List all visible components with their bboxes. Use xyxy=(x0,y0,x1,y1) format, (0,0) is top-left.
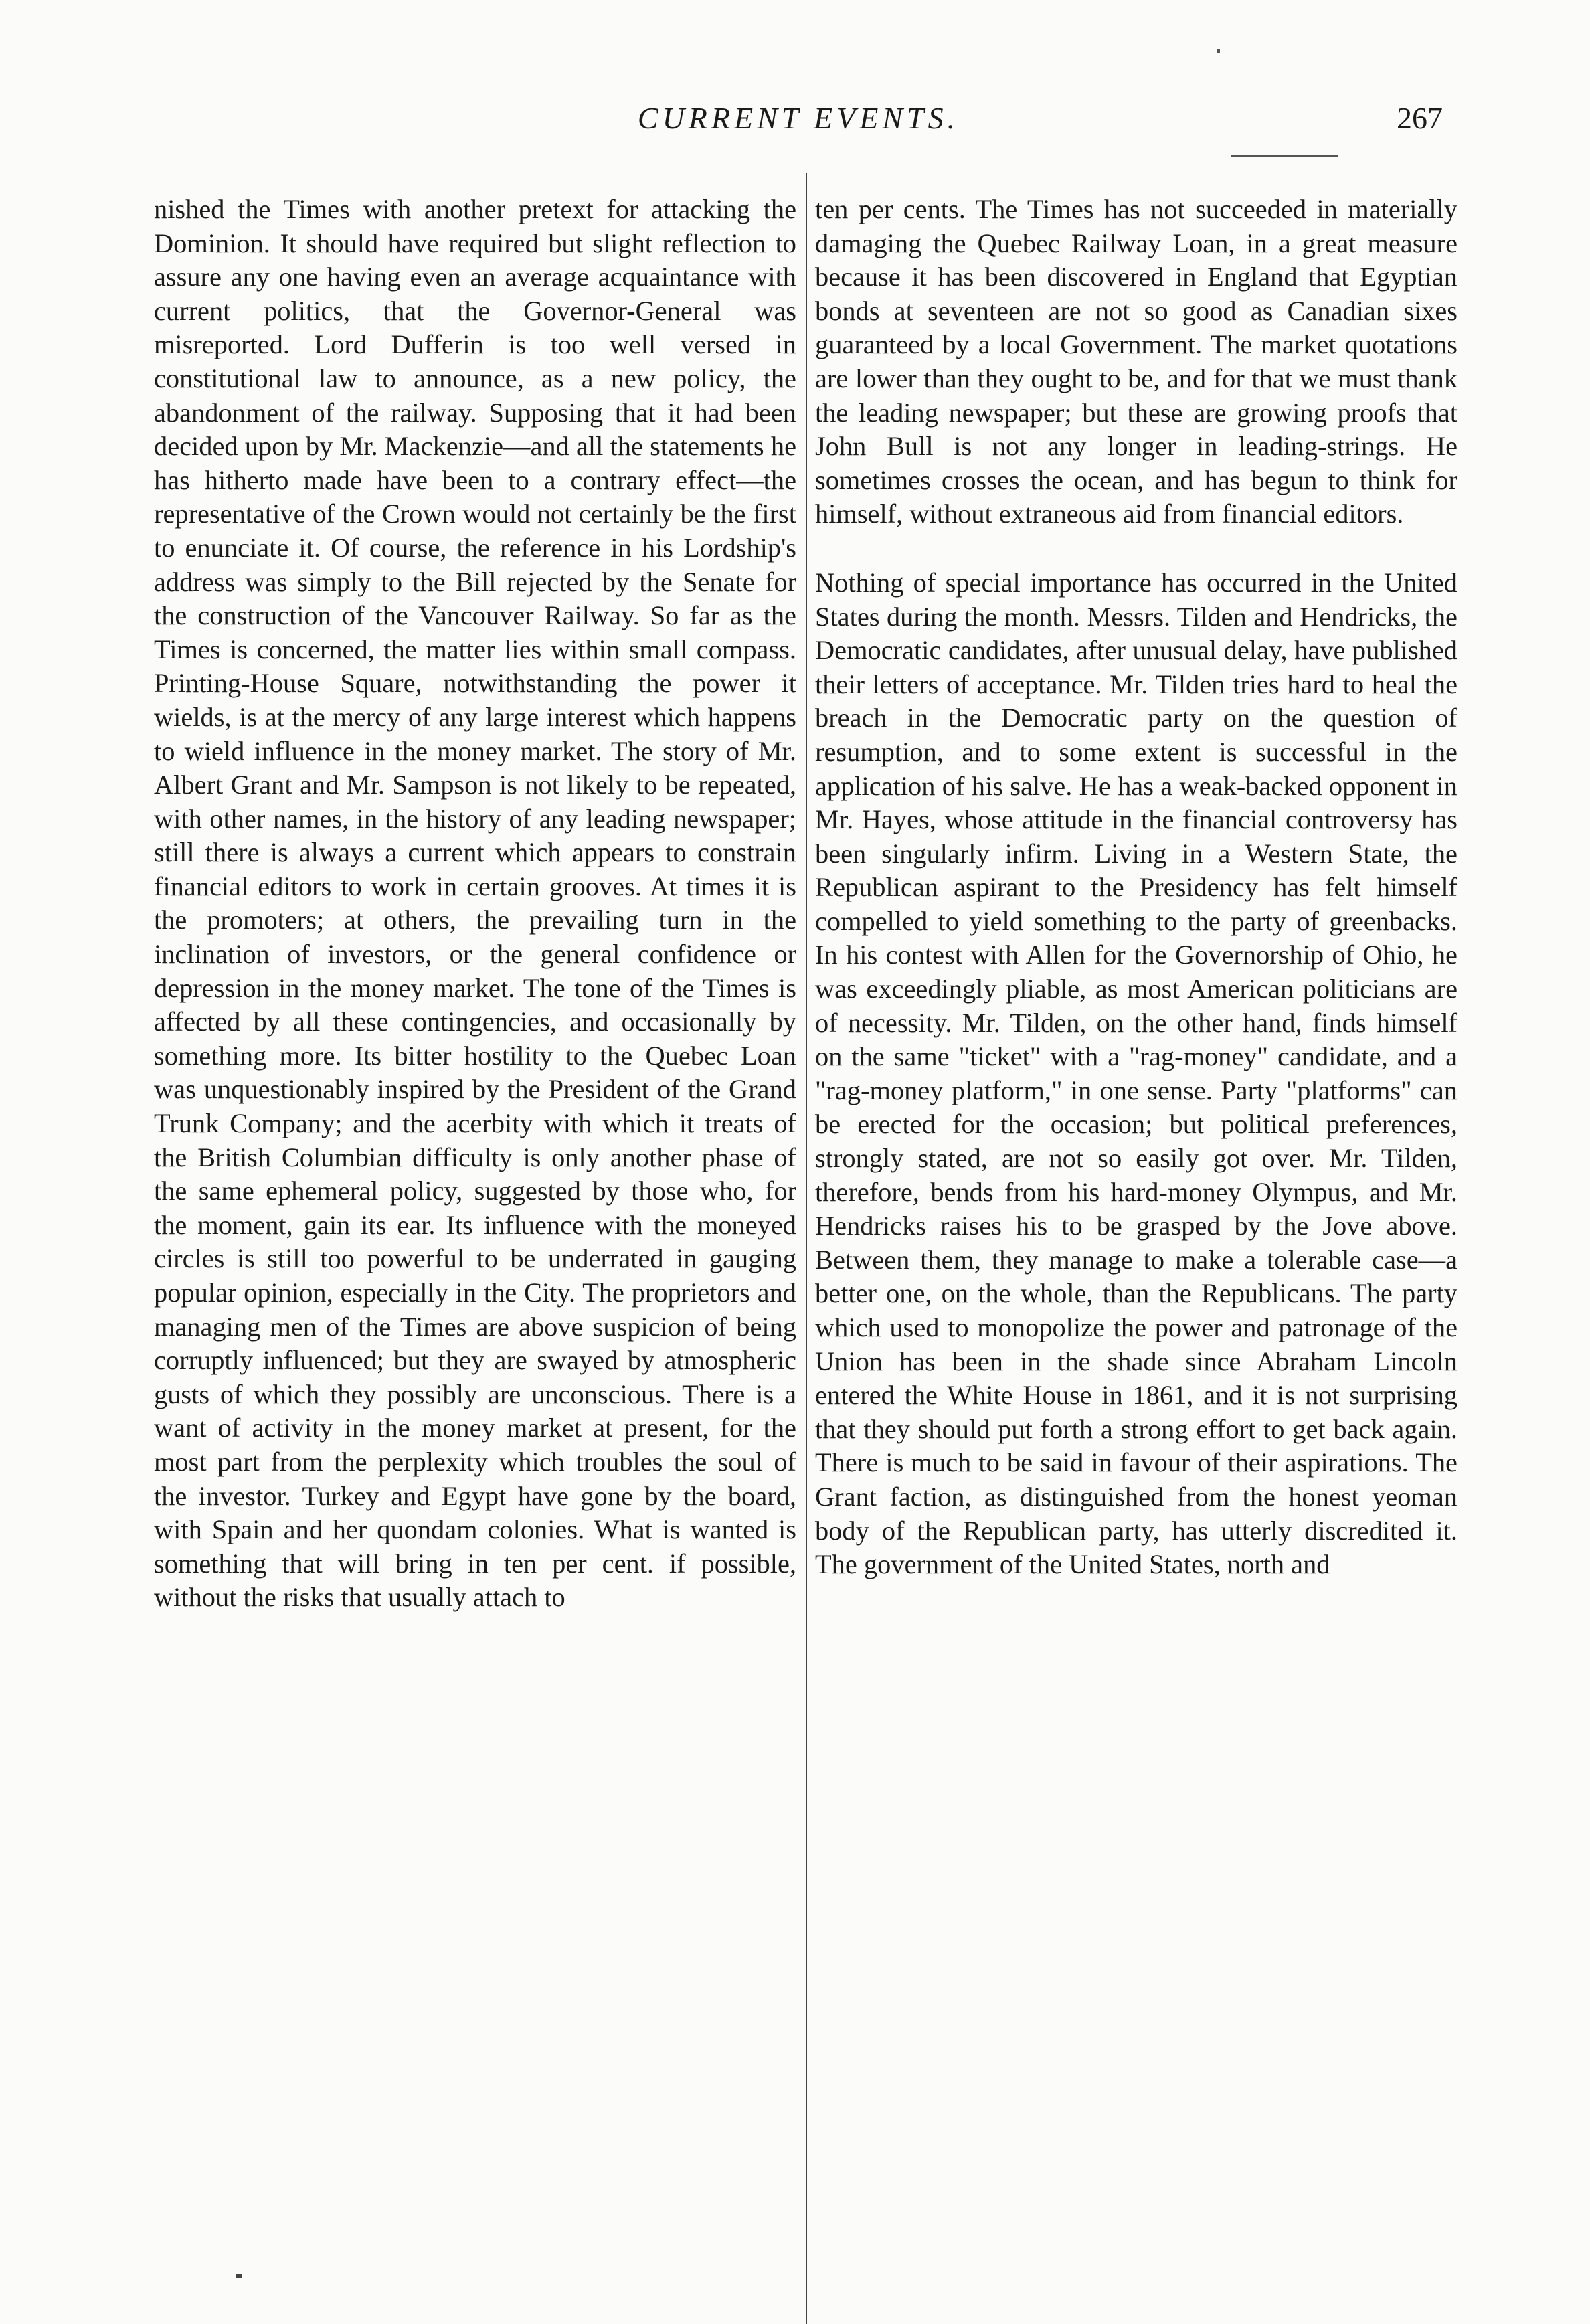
header-rule xyxy=(1231,155,1338,157)
printer-mark xyxy=(236,2274,242,2278)
right-column xyxy=(815,193,1458,1582)
paragraph: nished the Times with another pretext for attacking the Dominion. It should have required but slight reflection to assure any one having even an average acquaintance with current politics, that the Governor-General was misreported. Lord Dufferin is too well versed in constitutional law to announce, as a new policy, the abandonment of the railway. Supposing that it had been decided upon by Mr. Mackenzie—and all the statements he has hitherto made have been to a contrary effect—the representative of the Crown would not certainly be the first to enunciate it. Of course, the reference in his Lordship's address was simply to the Bill rejected by the Senate for the construction of the Vancouver Railway. So far as the Times is concerned, the matter lies within small compass. Printing-House Square, notwithstanding the power it wields, is at the mercy of any large interest which happens to wield influence in the money market. The story of Mr. Albert Grant and Mr. Sampson is not likely to be repeated, with other names, in the history of any leading newspaper; still there is always a current which appears to constrain financial editors to work in certain grooves. At times it is the promoters; at others, the prevailing turn in the inclination of investors, or the general confidence or depression in the money market. The tone of the Times is affected by all these contingencies, and occasionally by something more. Its bitter hostility to the Quebec Loan was unquestionably inspired by the President of the Grand Trunk Company; and the acerbity with which it treats of the British Columbian difficulty is only another phase of the same ephemeral policy, suggested by those who, for the moment, gain its ear. Its influence with the moneyed circles is still too powerful to be underrated in gauging popular opinion, especially in the City. The proprietors and managing men of the Times are above suspicion of being corruptly influenced; but they are swayed by atmospheric gusts of which they possibly are unconscious. There is a want of activity in the money market at present, for the most part from the perplexity which troubles the soul of the investor. Turkey and Egypt have gone by the board, with Spain and her quondam colonies. What is wanted is something that will bring in ten per cent. if possible, without the risks that usually attach to xyxy=(154,194,796,1613)
page-number: 267 xyxy=(1397,101,1443,135)
column-divider xyxy=(806,173,807,2324)
paragraph: ten per cents. The Times has not succeeded in materially damaging the Quebec Railway Loan, in a great measure because it has been discovered in England that Egyptian bonds at seventeen are not so good as Canadian sixes guaranteed by a local Government. The market quotations are lower than they ought to be, and for that we must thank the leading newspaper; but these are growing proofs that John Bull is not any longer in leading-strings. He sometimes crosses the ocean, and has begun to think for himself, without extraneous aid from financial editors. xyxy=(815,194,1458,529)
running-head xyxy=(154,100,1443,147)
printer-mark xyxy=(1217,49,1220,53)
left-column xyxy=(154,193,796,1615)
paragraph: Nothing of special importance has occurred in the United States during the month. Messrs. Tilden and Hendricks, the Democratic candidates, after unusual delay, have published their letters of acceptance. Mr. Tilden tries hard to heal the breach in the Democratic party on the question of resumption, and to some extent is successful in the application of his salve. He has a weak-backed opponent in Mr. Hayes, whose attitude in the financial controversy has been singularly infirm. Living in a Western State, the Republican aspirant to the Presidency has felt himself compelled to yield something to the party of greenbacks. In his contest with Allen for the Governorship of Ohio, he was exceedingly pliable, as most American politicians are of necessity. Mr. Tilden, on the other hand, finds himself on the same "ticket" with a "rag-money" candidate, and a "rag-money platform," in one sense. Party "platforms" can be erected for the occasion; but political preferences, strongly stated, are not so easily got over. Mr. Tilden, therefore, bends from his hard-money Olympus, and Mr. Hendricks raises his to be grasped by the Jove above. Between them, they manage to make a tolerable case—a better one, on the whole, than the Republicans. The party which used to monopolize the power and patronage of the Union has been in the shade since Abraham Lincoln entered the White House in 1861, and it is not surprising that they should put forth a strong effort to get back again. There is much to be said in favour of their aspirations. The Grant faction, as distinguished from the honest yeoman body of the Republican party, has utterly discredited it. The government of the United States, north and xyxy=(815,567,1458,1580)
running-title: CURRENT EVENTS. xyxy=(637,101,960,135)
